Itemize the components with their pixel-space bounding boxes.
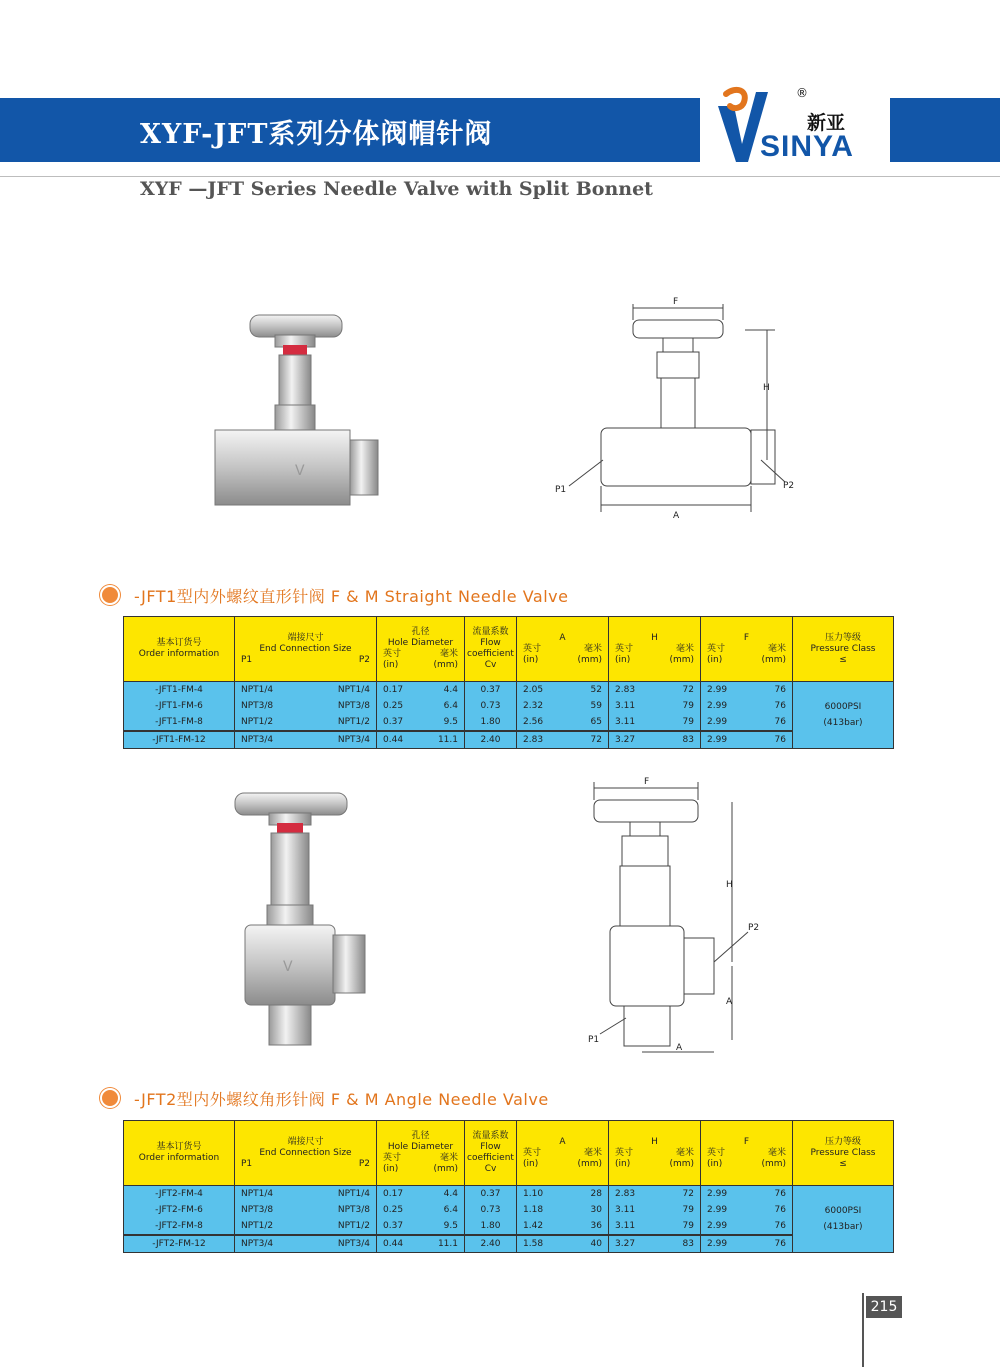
- table-row: [124, 1202, 894, 1218]
- hdr-pressure-en: Pressure Class: [810, 643, 876, 654]
- hdr-flow-en1: Flow: [480, 638, 501, 648]
- cell-h-mm: 83: [682, 1239, 694, 1249]
- cell-a-mm: 65: [590, 717, 602, 727]
- cell-p2: NPT1/2: [337, 717, 370, 727]
- section-heading-angle: [100, 1086, 549, 1110]
- hdr-in-en: (in): [383, 1164, 399, 1174]
- hdr-in-en: (in): [523, 1158, 539, 1169]
- hdr-mm-en: (mm): [669, 654, 694, 665]
- dim-h-label: H: [726, 880, 733, 890]
- dim-a-label: A: [726, 997, 733, 1007]
- cell-f-in: 2.99: [707, 717, 728, 727]
- cell-p2: NPT1/2: [337, 1221, 370, 1231]
- table-body: [124, 1186, 894, 1253]
- cell-f-mm: 76: [774, 1239, 786, 1249]
- cell-p1: NPT1/2: [241, 717, 274, 727]
- cell-h-in: 3.27: [615, 1239, 636, 1249]
- cell-hole-mm: 9.5: [443, 1221, 458, 1231]
- bullet-icon: [100, 1088, 120, 1108]
- cell-p1: NPT1/4: [241, 1189, 274, 1199]
- hdr-end-cn: 端接尺寸: [287, 632, 324, 643]
- hdr-flow-cn: 流量系数: [472, 627, 509, 637]
- page-number: 215: [866, 1296, 902, 1318]
- cell-p2: NPT3/4: [337, 1239, 370, 1249]
- port-p1-label: P1: [588, 1035, 600, 1045]
- cell-f-mm: 76: [774, 701, 786, 711]
- cell-f-in: 2.99: [707, 735, 728, 745]
- cell-a-mm: 59: [590, 701, 602, 711]
- hdr-mm-en: (mm): [761, 654, 786, 665]
- hdr-flow-en3: Cv: [484, 1164, 497, 1174]
- hdr-in-cn: 英寸: [383, 1153, 402, 1163]
- hdr-a: A: [559, 632, 566, 643]
- hdr-order-cn: 基本订货号: [156, 638, 202, 648]
- cell-a-in: 2.05: [523, 685, 544, 695]
- cell-hole-in: 0.37: [383, 1221, 404, 1231]
- hdr-mm-en: (mm): [761, 1158, 786, 1169]
- hdr-in-en: (in): [383, 660, 399, 670]
- cell-cv: 0.73: [465, 698, 517, 714]
- cell-f-mm: 76: [774, 1189, 786, 1199]
- hdr-flow-en2: coefficient: [467, 1153, 514, 1163]
- cell-a-mm: 30: [590, 1205, 602, 1215]
- hdr-in-cn: 英寸: [615, 643, 634, 654]
- cell-h-in: 2.83: [615, 685, 636, 695]
- pressure-bar: (413bar): [823, 718, 863, 728]
- cell-p2: NPT3/8: [337, 701, 370, 711]
- cell-h-mm: 79: [682, 717, 694, 727]
- cell-order: -JFT2-FM-8: [124, 1218, 235, 1235]
- cell-p2: NPT3/4: [337, 735, 370, 745]
- hdr-mm-cn: 毫米: [439, 1153, 458, 1163]
- cell-p2: NPT1/4: [337, 1189, 370, 1199]
- cell-a-in: 1.10: [523, 1189, 544, 1199]
- cell-cv: 2.40: [465, 731, 517, 749]
- header-band-right: [890, 98, 1000, 162]
- section-heading-text: -JFT1型内外螺纹直形针阀 F & M Straight Needle Valve: [134, 586, 569, 606]
- dim-a2-label: A: [676, 1043, 683, 1053]
- cell-hole-in: 0.44: [383, 1239, 404, 1249]
- cell-cv: 1.80: [465, 1218, 517, 1235]
- hdr-end-cn: 端接尺寸: [287, 1136, 324, 1147]
- hdr-a: A: [559, 1136, 566, 1147]
- cell-hole-mm: 4.4: [443, 1189, 458, 1199]
- hdr-in-cn: 英寸: [707, 1147, 726, 1158]
- hdr-h: H: [651, 1136, 658, 1147]
- cell-cv: 1.80: [465, 714, 517, 731]
- pressure-psi: 6000PSI: [824, 1206, 862, 1216]
- section-heading-straight: [100, 583, 568, 607]
- cell-f-mm: 76: [774, 685, 786, 695]
- hdr-end-en: End Connection Size: [259, 643, 352, 654]
- hdr-in-cn: 英寸: [383, 649, 402, 659]
- cell-f-in: 2.99: [707, 1205, 728, 1215]
- hdr-f: F: [743, 1136, 750, 1147]
- port-p2-label: P2: [783, 481, 795, 491]
- hdr-p2: P2: [358, 1158, 370, 1169]
- cell-hole-in: 0.44: [383, 735, 404, 745]
- hdr-hole-cn: 孔径: [411, 1131, 430, 1141]
- hdr-order-en: Order information: [138, 649, 220, 659]
- hdr-hole-en: Hole Diameter: [387, 638, 454, 648]
- hdr-mm-cn: 毫米: [675, 1147, 694, 1158]
- hdr-end-en: End Connection Size: [259, 1147, 352, 1158]
- page-title-cn: XYF-JFT系列分体阀帽针阀: [140, 119, 493, 150]
- cell-order: -JFT1-FM-8: [124, 714, 235, 731]
- spec-table-angle: [123, 1120, 894, 1253]
- cell-hole-in: 0.25: [383, 1205, 404, 1215]
- cell-order: -JFT2-FM-4: [124, 1186, 235, 1203]
- cell-a-mm: 40: [590, 1239, 602, 1249]
- cell-cv: 2.40: [465, 1235, 517, 1253]
- hdr-flow-en3: Cv: [484, 660, 497, 670]
- logo-name-en: SINYA: [760, 130, 854, 163]
- pressure-psi: 6000PSI: [824, 702, 862, 712]
- dim-f-label: F: [644, 777, 650, 787]
- cell-f-in: 2.99: [707, 1239, 728, 1249]
- hdr-pressure-cn: 压力等级: [824, 632, 861, 643]
- hdr-flow-en2: coefficient: [467, 649, 514, 659]
- hdr-hole-en: Hole Diameter: [387, 1142, 454, 1152]
- cell-f-mm: 76: [774, 1221, 786, 1231]
- cell-h-mm: 79: [682, 701, 694, 711]
- cell-f-in: 2.99: [707, 685, 728, 695]
- cell-order: -JFT1-FM-4: [124, 682, 235, 699]
- cell-hole-mm: 6.4: [443, 1205, 458, 1215]
- cell-h-in: 3.11: [615, 717, 636, 727]
- cell-p1: NPT1/2: [241, 1221, 274, 1231]
- page-number-rule: [862, 1293, 864, 1367]
- cell-a-in: 2.56: [523, 717, 544, 727]
- pressure-bar: (413bar): [823, 1222, 863, 1232]
- cell-cv: 0.37: [465, 682, 517, 699]
- dim-h-label: H: [763, 383, 770, 393]
- hdr-in-en: (in): [707, 1158, 723, 1169]
- cell-h-in: 3.11: [615, 1221, 636, 1231]
- cell-a-in: 1.42: [523, 1221, 544, 1231]
- hdr-in-cn: 英寸: [523, 643, 542, 654]
- spec-table-straight: [123, 616, 894, 749]
- hdr-pressure-sym: ≤: [839, 1158, 847, 1169]
- dim-f-label: F: [673, 297, 679, 307]
- cell-f-mm: 76: [774, 735, 786, 745]
- cell-h-in: 2.83: [615, 1189, 636, 1199]
- hdr-pressure-en: Pressure Class: [810, 1147, 876, 1158]
- hdr-in-en: (in): [523, 654, 539, 665]
- cell-hole-in: 0.25: [383, 701, 404, 711]
- cell-p1: NPT3/8: [241, 701, 274, 711]
- table-body: [124, 682, 894, 749]
- hdr-in-en: (in): [707, 654, 723, 665]
- cell-f-in: 2.99: [707, 1189, 728, 1199]
- cell-a-mm: 28: [590, 1189, 602, 1199]
- page-title-en: XYF —JFT Series Needle Valve with Split Bonnet: [140, 178, 653, 200]
- cell-hole-mm: 11.1: [437, 735, 458, 745]
- sinya-logo: [712, 84, 888, 170]
- hdr-p1: P1: [241, 1158, 253, 1169]
- cell-f-mm: 76: [774, 1205, 786, 1215]
- angle-valve-photo: [225, 785, 385, 1050]
- hdr-mm-en: (mm): [433, 660, 458, 670]
- cell-p1: NPT3/8: [241, 1205, 274, 1215]
- cell-hole-mm: 4.4: [443, 685, 458, 695]
- hdr-mm-en: (mm): [577, 1158, 602, 1169]
- table-row: [124, 1186, 894, 1203]
- cell-p1: NPT3/4: [241, 735, 274, 745]
- table-row: [124, 714, 894, 731]
- cell-f-in: 2.99: [707, 701, 728, 711]
- cell-cv: 0.73: [465, 1202, 517, 1218]
- cell-a-in: 1.18: [523, 1205, 544, 1215]
- hdr-flow-cn: 流量系数: [472, 1131, 509, 1141]
- cell-a-mm: 36: [590, 1221, 602, 1231]
- cell-f-mm: 76: [774, 717, 786, 727]
- hdr-mm-cn: 毫米: [439, 649, 458, 659]
- hdr-order-cn: 基本订货号: [156, 1142, 202, 1152]
- cell-p1: NPT1/4: [241, 685, 274, 695]
- table-row: [124, 698, 894, 714]
- cell-hole-in: 0.37: [383, 717, 404, 727]
- hdr-in-cn: 英寸: [615, 1147, 634, 1158]
- cell-h-mm: 72: [682, 1189, 694, 1199]
- hdr-flow-en1: Flow: [480, 1142, 501, 1152]
- cell-order: -JFT1-FM-6: [124, 698, 235, 714]
- hdr-f: F: [743, 632, 750, 643]
- cell-h-mm: 72: [682, 685, 694, 695]
- cell-pressure: [793, 682, 894, 749]
- cell-h-mm: 79: [682, 1205, 694, 1215]
- cell-order: -JFT2-FM-12: [124, 1235, 235, 1253]
- cell-h-mm: 83: [682, 735, 694, 745]
- hdr-order-en: Order information: [138, 1153, 220, 1163]
- hdr-mm-cn: 毫米: [583, 643, 602, 654]
- section-heading-text: -JFT2型内外螺纹角形针阀 F & M Angle Needle Valve: [134, 1089, 549, 1109]
- svg-text:V: V: [295, 463, 305, 479]
- hdr-mm-cn: 毫米: [675, 643, 694, 654]
- cell-h-mm: 79: [682, 1221, 694, 1231]
- hdr-in-cn: 英寸: [707, 643, 726, 654]
- cell-hole-in: 0.17: [383, 1189, 404, 1199]
- hdr-mm-en: (mm): [669, 1158, 694, 1169]
- cell-order: -JFT1-FM-12: [124, 731, 235, 749]
- port-p1-label: P1: [555, 485, 567, 495]
- hdr-p2: P2: [358, 654, 370, 665]
- cell-cv: 0.37: [465, 1186, 517, 1203]
- cell-order: -JFT2-FM-6: [124, 1202, 235, 1218]
- hdr-in-cn: 英寸: [523, 1147, 542, 1158]
- cell-a-in: 1.58: [523, 1239, 544, 1249]
- hdr-in-en: (in): [615, 654, 631, 665]
- cell-f-in: 2.99: [707, 1221, 728, 1231]
- cell-hole-mm: 11.1: [437, 1239, 458, 1249]
- hdr-mm-en: (mm): [433, 1164, 458, 1174]
- straight-valve-photo: [205, 305, 385, 515]
- hdr-mm-cn: 毫米: [767, 1147, 786, 1158]
- table-row: [124, 731, 894, 749]
- cell-p1: NPT3/4: [241, 1239, 274, 1249]
- cell-a-in: 2.32: [523, 701, 544, 711]
- dim-a-label: A: [673, 511, 680, 520]
- table-row: [124, 1235, 894, 1253]
- cell-a-mm: 72: [590, 735, 602, 745]
- hdr-mm-cn: 毫米: [583, 1147, 602, 1158]
- bullet-icon: [100, 585, 120, 605]
- hdr-mm-cn: 毫米: [767, 643, 786, 654]
- table-row: [124, 1218, 894, 1235]
- hdr-pressure-cn: 压力等级: [824, 1136, 861, 1147]
- cell-hole-mm: 6.4: [443, 701, 458, 711]
- hdr-h: H: [651, 632, 658, 643]
- cell-a-mm: 52: [590, 685, 602, 695]
- hdr-mm-en: (mm): [577, 654, 602, 665]
- logo-name-cn: 新亚: [807, 112, 846, 134]
- cell-p2: NPT3/8: [337, 1205, 370, 1215]
- table-row: [124, 682, 894, 699]
- cell-pressure: [793, 1186, 894, 1253]
- port-p2-label: P2: [748, 923, 760, 933]
- cell-h-in: 3.11: [615, 701, 636, 711]
- hdr-pressure-sym: ≤: [839, 654, 847, 665]
- registered-mark: ®: [796, 86, 808, 100]
- cell-a-in: 2.83: [523, 735, 544, 745]
- cell-p2: NPT1/4: [337, 685, 370, 695]
- header-band-left: [0, 98, 700, 162]
- svg-text:V: V: [283, 959, 293, 975]
- hdr-in-en: (in): [615, 1158, 631, 1169]
- header-divider: [0, 176, 1000, 177]
- hdr-hole-cn: 孔径: [411, 627, 430, 637]
- cell-h-in: 3.27: [615, 735, 636, 745]
- cell-hole-in: 0.17: [383, 685, 404, 695]
- angle-valve-drawing: [580, 772, 780, 1062]
- cell-hole-mm: 9.5: [443, 717, 458, 727]
- cell-h-in: 3.11: [615, 1205, 636, 1215]
- straight-valve-drawing: [545, 290, 815, 520]
- hdr-p1: P1: [241, 654, 253, 665]
